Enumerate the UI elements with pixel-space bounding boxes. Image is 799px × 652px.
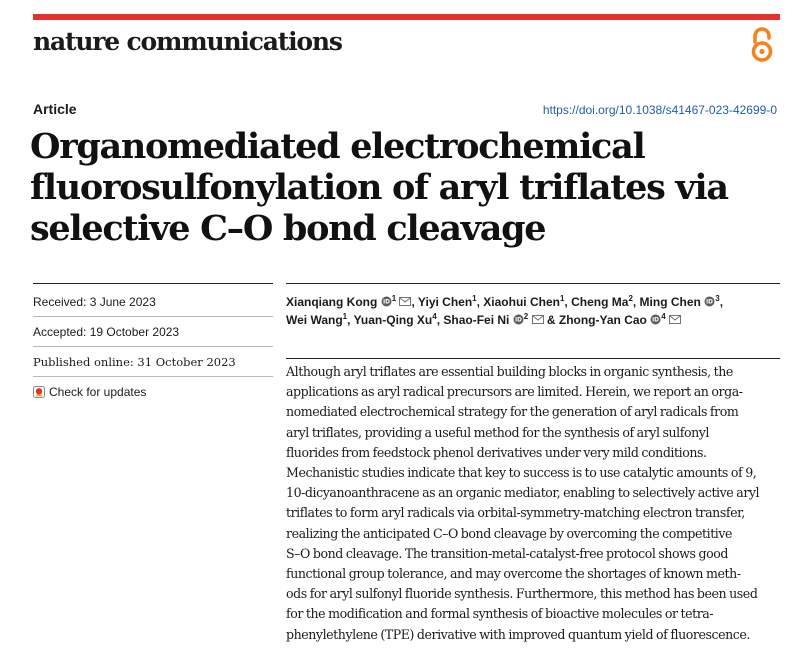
abstract-line: for the modification and formal synthesis of bioactive molecules or tetra- (286, 606, 714, 622)
mail-icon[interactable] (669, 315, 681, 324)
svg-text:iD: iD (706, 299, 714, 306)
journal-name[interactable]: nature communications (33, 27, 342, 56)
affiliation-sup: 1 (472, 294, 477, 303)
abstract-line: phenylethylene (TPE) derivative with improved quantum yield of fluorescence. (286, 626, 750, 642)
abstract (286, 362, 780, 645)
article-title (30, 126, 770, 249)
author-name[interactable]: & Zhong-Yan Cao (543, 313, 647, 327)
affiliation-sup: 2 (628, 294, 633, 303)
title-line: Organomediated electrochemical (30, 126, 645, 167)
doi-link[interactable]: https://doi.org/10.1038/s41467-023-42699-0 (542, 103, 777, 117)
title-line: selective C–O bond cleavage (30, 208, 546, 249)
affiliation-sup: 4 (661, 312, 666, 321)
authors-top-rule (286, 283, 780, 284)
author-separator: , (719, 295, 724, 309)
open-access-icon (749, 25, 775, 63)
abstract-line: functional group tolerance, and may overcome the shortages of known meth- (286, 566, 741, 582)
abstract-line: realizing the anticipated C–O bond cleavage by overcoming the competitive (286, 525, 733, 541)
author-name[interactable]: , Yiyi Chen (411, 295, 473, 309)
abstract-line: Although aryl triflates are essential building blocks in organic synthesis, the (286, 364, 733, 379)
check-for-updates-button[interactable] (33, 377, 273, 406)
affiliation-sup: 1 (342, 312, 348, 321)
dates-top-rule (33, 283, 273, 284)
abstract-line: ods for aryl sulfonyl fluoride synthesis. Furthermore, this method has been used (286, 586, 758, 602)
author-name[interactable]: Xianqiang Kong (286, 295, 378, 309)
orcid-icon[interactable] (650, 314, 661, 325)
abstract-line: 10-dicyanoanthracene as an organic mediator, enabling to selectively active aryl (286, 485, 760, 501)
abstract-line: aryl triflates, providing a useful method for the synthesis of aryl sulfonyl (286, 424, 709, 440)
received-date: Received: 3 June 2023 (33, 287, 273, 317)
author-line (286, 311, 780, 329)
affiliation-sup: 1 (559, 294, 565, 303)
author-name[interactable]: , Xiaohui Chen (476, 295, 560, 309)
published-date: Published online: 31 October 2023 (33, 347, 273, 377)
affiliation-sup: 1 (391, 294, 397, 303)
orcid-icon[interactable] (704, 296, 715, 307)
article-dates (33, 287, 273, 406)
check-updates-icon (33, 386, 45, 398)
affiliation-sup: 2 (523, 312, 529, 321)
svg-text:iD: iD (514, 317, 522, 324)
affiliation-sup: 4 (432, 312, 437, 321)
author-name[interactable]: , Yuan-Qing Xu (347, 313, 433, 327)
orcid-icon[interactable] (381, 296, 392, 307)
author-name[interactable]: Wei Wang (286, 313, 343, 327)
affiliation-sup: 3 (715, 294, 720, 303)
author-name[interactable]: , Ming Chen (632, 295, 701, 309)
author-name[interactable]: , Shao-Fei Ni (436, 313, 510, 327)
accepted-date: Accepted: 19 October 2023 (33, 317, 273, 347)
top-accent-bar (33, 14, 780, 20)
abstract-line: fluorides from feedstock phenol derivatives under very mild conditions. (286, 444, 707, 460)
abstract-line: triflates to form aryl radicals via orbital-symmetry-matching electron transfer, (286, 505, 745, 521)
abstract-line: Mechanistic studies indicate that key to success is to use catalytic amounts of 9, (286, 465, 757, 481)
svg-text:iD: iD (652, 317, 660, 324)
abstract-top-rule (286, 358, 780, 359)
abstract-line: nomediated electrochemical strategy for the generation of aryl radicals from (286, 404, 739, 420)
author-list (286, 293, 780, 329)
mail-icon[interactable] (532, 315, 544, 324)
title-line: fluorosulfonylation of aryl triflates via (30, 167, 728, 208)
orcid-icon[interactable] (513, 314, 524, 325)
author-name[interactable]: , Cheng Ma (564, 295, 629, 309)
abstract-line: S–O bond cleavage. The transition-metal-catalyst-free protocol shows good (286, 545, 728, 561)
abstract-line: applications as aryl radical precursors are limited. Herein, we report an orga- (286, 384, 743, 400)
check-updates-label: Check for updates (49, 384, 147, 399)
mail-icon[interactable] (399, 297, 411, 306)
author-line (286, 293, 780, 311)
svg-text:iD: iD (382, 299, 390, 306)
article-type-label: Article (33, 101, 77, 117)
